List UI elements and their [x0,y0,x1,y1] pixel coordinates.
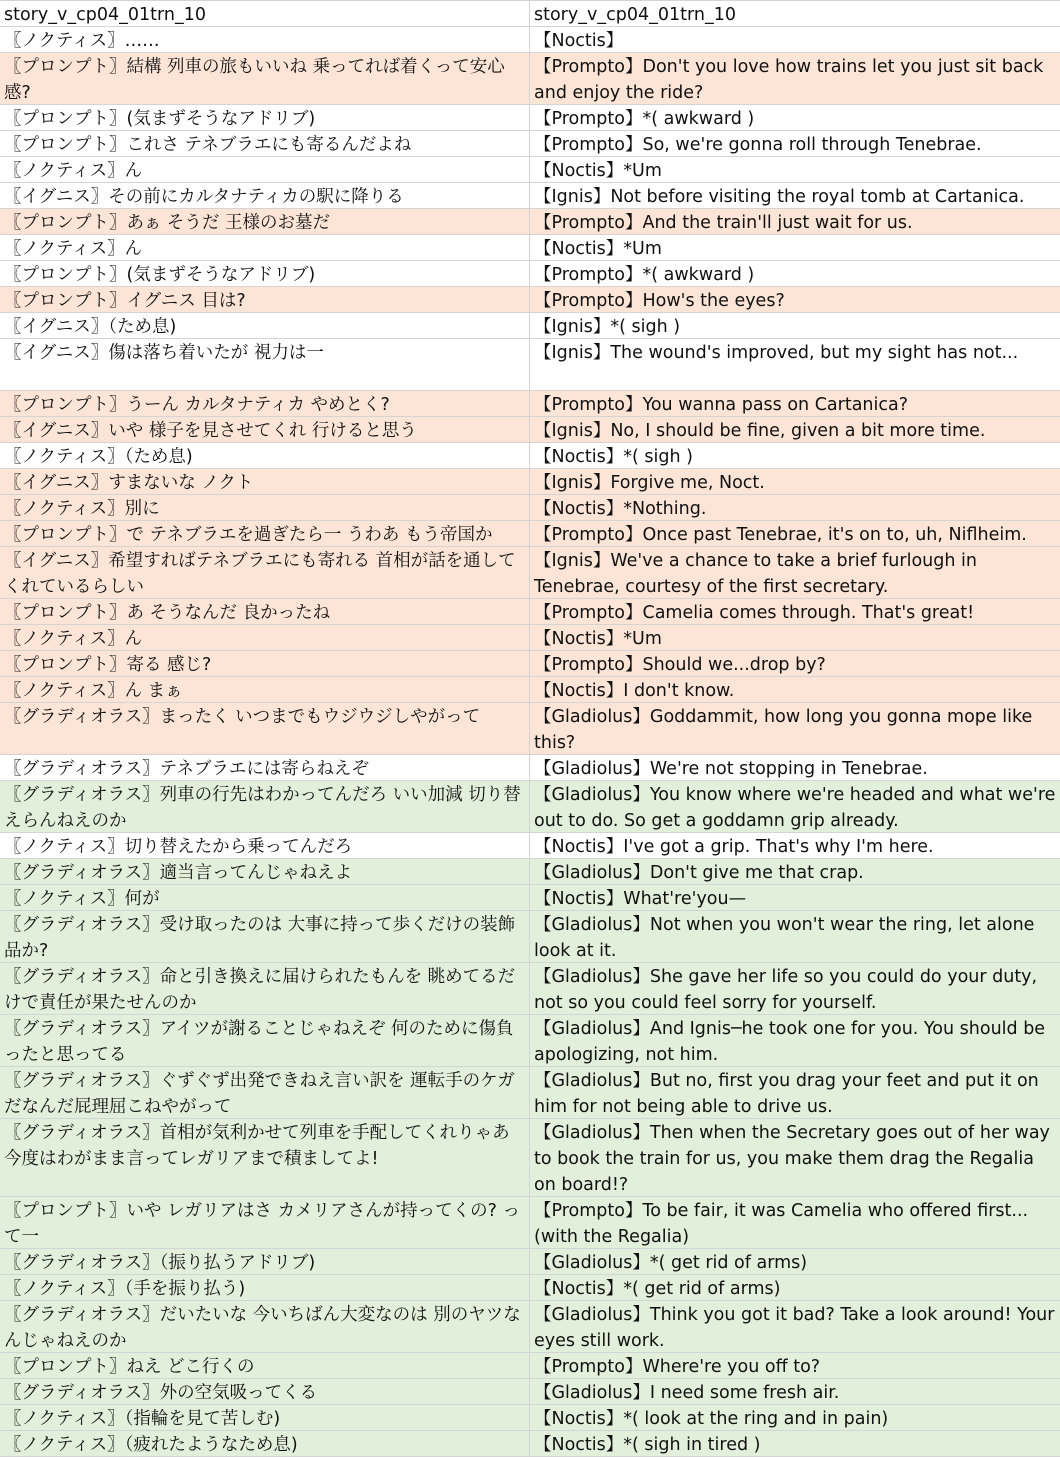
table-row [0,1067,1060,1119]
cell-english-line[interactable]: 【Gladiolus】You know where we're headed and what we're out to do. So get a goddamn grip already. [530,781,1060,832]
cell-japanese-line[interactable]: 〖プロンプト〗ねえ どこ行くの [0,1353,530,1378]
cell-english-line[interactable]: 【Noctis】I've got a grip. That's why I'm here. [530,833,1060,858]
cell-japanese-line[interactable]: 〖プロンプト〗これさ テネブラエにも寄るんだよね [0,131,530,156]
cell-english-line[interactable]: 【Noctis】 [530,27,1060,52]
cell-english-line[interactable]: 【Ignis】Forgive me, Noct. [530,469,1060,494]
cell-japanese-line[interactable]: 〖ノクティス〗ん [0,235,530,260]
cell-japanese-line[interactable]: 〖イグニス〗いや 様子を見させてくれ 行けると思う [0,417,530,442]
cell-english-line[interactable]: 【Noctis】*Nothing. [530,495,1060,520]
table-row [0,313,1060,339]
cell-japanese-line[interactable]: 〖グラディオラス〗アイツが謝ることじゃねえぞ 何のために傷負ったと思ってる [0,1015,530,1066]
table-row [0,235,1060,261]
cell-english-line[interactable]: 【Noctis】What're'you— [530,885,1060,910]
cell-english-line[interactable]: 【Noctis】*Um [530,625,1060,650]
cell-english-line[interactable]: 【Gladiolus】And Ignis─he took one for you. You should be apologizing, not him. [530,1015,1060,1066]
cell-japanese-line[interactable]: 〖グラディオラス〗外の空気吸ってくる [0,1379,530,1404]
cell-english-line[interactable]: 【Prompto】*( awkward ) [530,105,1060,130]
cell-english-line[interactable]: 【Gladiolus】*( get rid of arms) [530,1249,1060,1274]
cell-japanese-line[interactable]: 〖グラディオラス〗テネブラエには寄らねえぞ [0,755,530,780]
cell-japanese-line[interactable]: 〖プロンプト〗(気まずそうなアドリブ) [0,261,530,286]
table-row [0,755,1060,781]
cell-english-line[interactable]: 【Noctis】*( look at the ring and in pain) [530,1405,1060,1430]
table-row [0,131,1060,157]
table-row [0,469,1060,495]
table-row [0,521,1060,547]
cell-japanese-line[interactable]: 〖ノクティス〗…… [0,27,530,52]
cell-japanese-line[interactable]: 〖ノクティス〗（手を振り払う) [0,1275,530,1300]
cell-english-line[interactable]: 【Ignis】We've a chance to take a brief furlough in Tenebrae, courtesy of the first secretary. [530,547,1060,598]
cell-english-line[interactable]: 【Prompto】To be fair, it was Camelia who offered first...(with the Regalia) [530,1197,1060,1248]
cell-english-line[interactable]: 【Gladiolus】We're not stopping in Tenebrae. [530,755,1060,780]
header-row [0,1,1060,27]
cell-japanese-line[interactable]: 〖イグニス〗希望すればテネブラエにも寄れる 首相が話を通してくれているらしい [0,547,530,598]
table-row [0,859,1060,885]
table-row [0,911,1060,963]
cell-japanese-line[interactable]: 〖グラディオラス〗ぐずぐず出発できねえ言い訳を 運転手のケガだなんだ屁理屈こねやがって [0,1067,530,1118]
table-row [0,651,1060,677]
cell-english-line[interactable]: 【Prompto】Where're you off to? [530,1353,1060,1378]
cell-english-line[interactable]: 【Noctis】*( sigh ) [530,443,1060,468]
cell-japanese-line[interactable]: 〖ノクティス〗（疲れたようなため息) [0,1431,530,1456]
cell-english-line[interactable]: 【Gladiolus】Then when the Secretary goes out of her way to book the train for us, you make them drag the Regalia on board!? [530,1119,1060,1196]
table-row [0,1015,1060,1067]
table-row [0,599,1060,625]
cell-japanese-line[interactable]: 〖プロンプト〗(気まずそうなアドリブ) [0,105,530,130]
cell-japanese-line[interactable]: 〖ノクティス〗ん [0,157,530,182]
cell-japanese-line[interactable]: 〖グラディオラス〗（振り払うアドリブ) [0,1249,530,1274]
table-row [0,885,1060,911]
table-row [0,625,1060,651]
cell-english-line[interactable]: 【Prompto】*( awkward ) [530,261,1060,286]
cell-japanese-line[interactable]: 〖プロンプト〗寄る 感じ? [0,651,530,676]
header-cell-col-b[interactable]: story_v_cp04_01trn_10 [530,1,1060,26]
cell-english-line[interactable]: 【Gladiolus】But no, first you drag your feet and put it on him for not being able to drive us. [530,1067,1060,1118]
cell-english-line[interactable]: 【Gladiolus】She gave her life so you could do your duty, not so you could feel sorry for yourself. [530,963,1060,1014]
header-cell-col-a[interactable]: story_v_cp04_01trn_10 [0,1,530,26]
cell-english-line[interactable]: 【Gladiolus】Not when you won't wear the ring, let alone look at it. [530,911,1060,962]
cell-japanese-line[interactable]: 〖プロンプト〗あ そうなんだ 良かったね [0,599,530,624]
table-row [0,443,1060,469]
cell-japanese-line[interactable]: 〖プロンプト〗いや レガリアはさ カメリアさんが持ってくの? って一 [0,1197,530,1248]
table-row [0,1119,1060,1197]
cell-english-line[interactable]: 【Noctis】I don't know. [530,677,1060,702]
cell-english-line[interactable]: 【Prompto】Don't you love how trains let you just sit back and enjoy the ride? [530,53,1060,104]
table-row [0,287,1060,313]
table-row [0,1405,1060,1431]
cell-japanese-line[interactable]: 〖イグニス〗傷は落ち着いたが 視力は一 [0,339,530,390]
cell-english-line[interactable]: 【Noctis】*Um [530,235,1060,260]
cell-japanese-line[interactable]: 〖プロンプト〗あぁ そうだ 王様のお墓だ [0,209,530,234]
cell-english-line[interactable]: 【Ignis】The wound's improved, but my sight has not... [530,339,1060,390]
cell-english-line[interactable]: 【Gladiolus】Think you got it bad? Take a look around! Your eyes still work. [530,1301,1060,1352]
table-row [0,183,1060,209]
table-row [0,53,1060,105]
cell-japanese-line[interactable]: 〖ノクティス〗（ため息) [0,443,530,468]
cell-japanese-line[interactable]: 〖プロンプト〗イグニス 目は? [0,287,530,312]
table-row [0,1301,1060,1353]
table-row [0,1197,1060,1249]
cell-japanese-line[interactable]: 〖グラディオラス〗受け取ったのは 大事に持って歩くだけの装飾品か? [0,911,530,962]
cell-japanese-line[interactable]: 〖グラディオラス〗首相が気利かせて列車を手配してくれりゃあ今度はわがまま言ってレガリアまで積ましてよ! [0,1119,530,1196]
cell-japanese-line[interactable]: 〖ノクティス〗（指輪を見て苦しむ) [0,1405,530,1430]
cell-japanese-line[interactable]: 〖イグニス〗その前にカルタナティカの駅に降りる [0,183,530,208]
cell-japanese-line[interactable]: 〖イグニス〗（ため息) [0,313,530,338]
cell-japanese-line[interactable]: 〖ノクティス〗切り替えたから乗ってんだろ [0,833,530,858]
cell-english-line[interactable]: 【Gladiolus】Don't give me that crap. [530,859,1060,884]
table-row [0,963,1060,1015]
cell-english-line[interactable]: 【Gladiolus】I need some fresh air. [530,1379,1060,1404]
cell-japanese-line[interactable]: 〖ノクティス〗ん [0,625,530,650]
table-row [0,417,1060,443]
table-row [0,781,1060,833]
table-row [0,1379,1060,1405]
table-row [0,495,1060,521]
table-row [0,339,1060,391]
cell-japanese-line[interactable]: 〖プロンプト〗で テネブラエを過ぎたら一 うわあ もう帝国か [0,521,530,546]
cell-japanese-line[interactable]: 〖イグニス〗すまないな ノクト [0,469,530,494]
cell-english-line[interactable]: 【Gladiolus】Goddammit, how long you gonna mope like this? [530,703,1060,754]
table-row [0,1275,1060,1301]
cell-english-line[interactable]: 【Prompto】How's the eyes? [530,287,1060,312]
cell-japanese-line[interactable]: 〖ノクティス〗ん まぁ [0,677,530,702]
cell-japanese-line[interactable]: 〖ノクティス〗何が [0,885,530,910]
table-row [0,27,1060,53]
table-row [0,105,1060,131]
table-row [0,703,1060,755]
table-row [0,1249,1060,1275]
cell-english-line[interactable]: 【Noctis】*( sigh in tired ) [530,1431,1060,1456]
cell-english-line[interactable]: 【Prompto】So, we're gonna roll through Tenebrae. [530,131,1060,156]
table-row [0,157,1060,183]
cell-english-line[interactable]: 【Ignis】Not before visiting the royal tomb at Cartanica. [530,183,1060,208]
cell-english-line[interactable]: 【Noctis】*( get rid of arms) [530,1275,1060,1300]
cell-english-line[interactable]: 【Prompto】Camelia comes through. That's great! [530,599,1060,624]
table-row [0,547,1060,599]
cell-japanese-line[interactable]: 〖プロンプト〗結構 列車の旅もいいね 乗ってれば着くって安心感? [0,53,530,104]
cell-english-line[interactable]: 【Prompto】And the train'll just wait for us. [530,209,1060,234]
cell-english-line[interactable]: 【Noctis】*Um [530,157,1060,182]
table-row [0,209,1060,235]
cell-english-line[interactable]: 【Prompto】Should we...drop by? [530,651,1060,676]
table-row [0,1431,1060,1457]
table-row [0,1353,1060,1379]
table-row [0,833,1060,859]
cell-japanese-line[interactable]: 〖グラディオラス〗まったく いつまでもウジウジしやがって [0,703,530,754]
table-body [0,27,1060,1457]
table-row [0,261,1060,287]
cell-japanese-line[interactable]: 〖プロンプト〗うーん カルタナティカ やめとく? [0,391,530,416]
cell-japanese-line[interactable]: 〖グラディオラス〗適当言ってんじゃねえよ [0,859,530,884]
cell-english-line[interactable]: 【Prompto】Once past Tenebrae, it's on to, uh, Niflheim. [530,521,1060,546]
table-row [0,677,1060,703]
cell-japanese-line[interactable]: 〖グラディオラス〗列車の行先はわかってんだろ いい加減 切り替えらんねえのか [0,781,530,832]
cell-english-line[interactable]: 【Ignis】*( sigh ) [530,313,1060,338]
cell-english-line[interactable]: 【Ignis】No, I should be fine, given a bit more time. [530,417,1060,442]
table-row [0,391,1060,417]
cell-japanese-line[interactable]: 〖ノクティス〗別に [0,495,530,520]
cell-english-line[interactable]: 【Prompto】You wanna pass on Cartanica? [530,391,1060,416]
cell-japanese-line[interactable]: 〖グラディオラス〗命と引き換えに届けられたもんを 眺めてるだけで責任が果たせんのか [0,963,530,1014]
cell-japanese-line[interactable]: 〖グラディオラス〗だいたいな 今いちばん大変なのは 別のヤツなんじゃねえのか [0,1301,530,1352]
